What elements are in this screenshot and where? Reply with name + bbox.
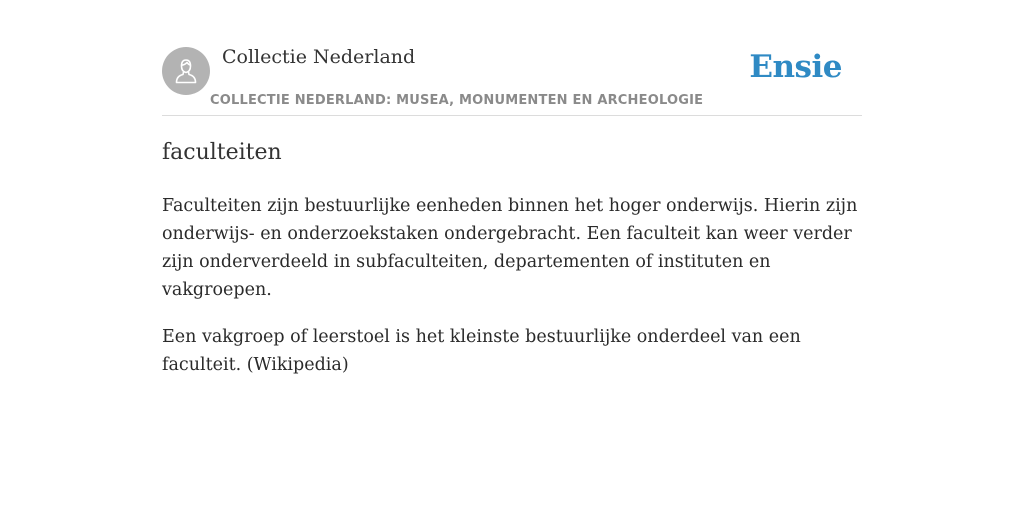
page-container (162, 0, 862, 375)
ensie-logo[interactable]: Ensie (749, 49, 842, 85)
entry-title: faculteiten (162, 140, 282, 165)
source-link[interactable]: COLLECTIE NEDERLAND: MUSEA, MONUMENTEN EN ARCHEOLOGIE (210, 93, 704, 108)
entry-paragraph: Een vakgroep of leerstoel is het kleinste bestuurlijke onderdeel van een faculteit. (Wikipedia) (162, 327, 801, 375)
entry-body (162, 192, 862, 398)
user-silhouette-icon (171, 56, 201, 86)
entry-paragraph: Faculteiten zijn bestuurlijke eenheden binnen het hoger onderwijs. Hierin zijn onderwijs- en onderzoekstaken ondergebracht. Een faculteit kan weer verder zijn onderverdeeld in subfaculteiten, departementen of instituten en vakgroepen. (162, 196, 858, 300)
author-name-link[interactable]: Collectie Nederland (222, 46, 416, 68)
entry-header (162, 0, 862, 116)
author-avatar[interactable] (162, 47, 210, 95)
